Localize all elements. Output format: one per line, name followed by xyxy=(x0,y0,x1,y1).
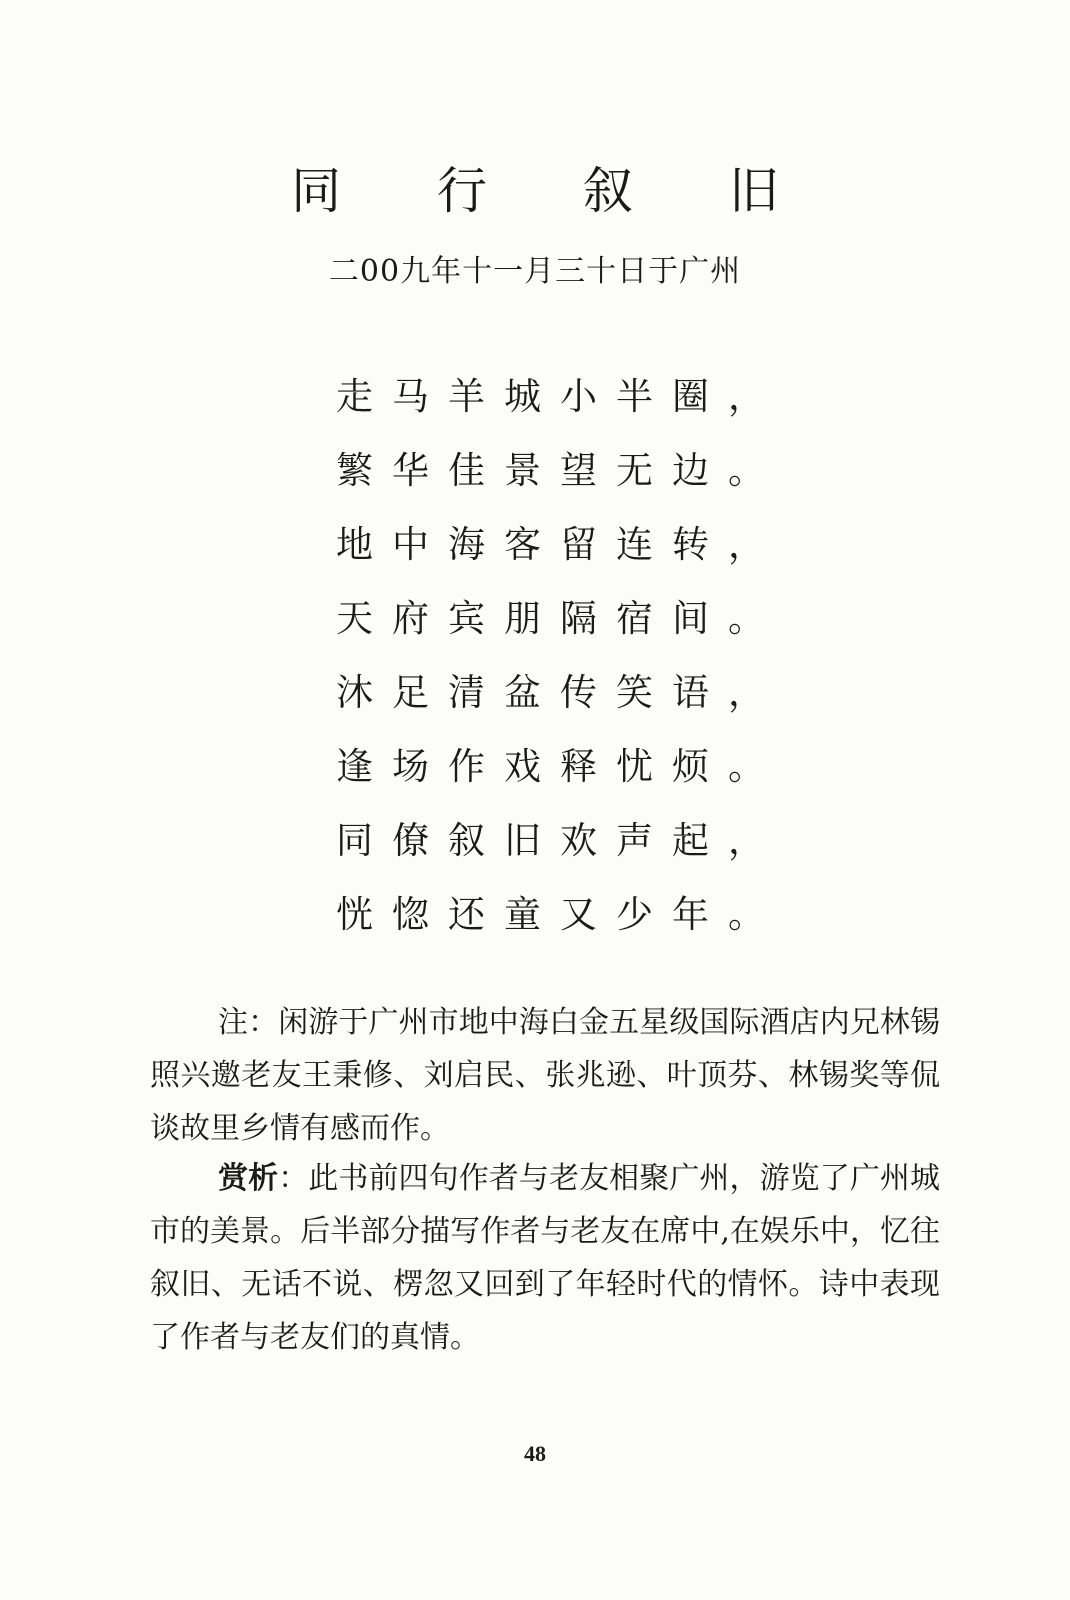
analysis-label: 赏析 xyxy=(218,1161,279,1196)
analysis-text: 此书前四句作者与老友相聚广州，游览了广州城市的美景。后半部分描写作者与老友在席中,在娱乐中，忆往叙旧、无话不说、楞忽又回到了年轻时代的情怀。诗中表现了作者与老友们的真情。 xyxy=(150,1161,941,1355)
poem-line: 繁华佳景望无边。 xyxy=(336,449,784,492)
poem-line: 走马羊城小半圈， xyxy=(336,375,784,418)
page-number: 48 xyxy=(524,1441,546,1466)
poem-line: 天府宾朋隔宿间。 xyxy=(336,597,784,640)
analysis-separator: ： xyxy=(278,1161,309,1196)
note-text: 闲游于广州市地中海白金五星级国际酒店内兄林锡照兴邀老友王秉修、刘启民、张兆逊、叶顶芬、林锡奖等侃谈故里乡情有感而作。 xyxy=(150,1005,941,1146)
poem-line: 逢场作戏释忧烦。 xyxy=(336,745,784,788)
poem-line: 地中海客留连转， xyxy=(336,523,784,566)
poem-title: 同 行 叙 旧 xyxy=(291,162,819,220)
poem-body xyxy=(336,368,784,960)
poem-line: 沐足清盆传笑语， xyxy=(336,671,784,714)
analysis-paragraph xyxy=(150,1152,940,1364)
poem-date-place: 二00九年十一月三十日于广州 xyxy=(328,254,742,289)
note-label: 注： xyxy=(218,1005,279,1040)
poem-line: 恍惚还童又少年。 xyxy=(336,893,784,936)
note-paragraph xyxy=(150,996,940,1155)
poem-line: 同僚叙旧欢声起， xyxy=(336,819,784,862)
